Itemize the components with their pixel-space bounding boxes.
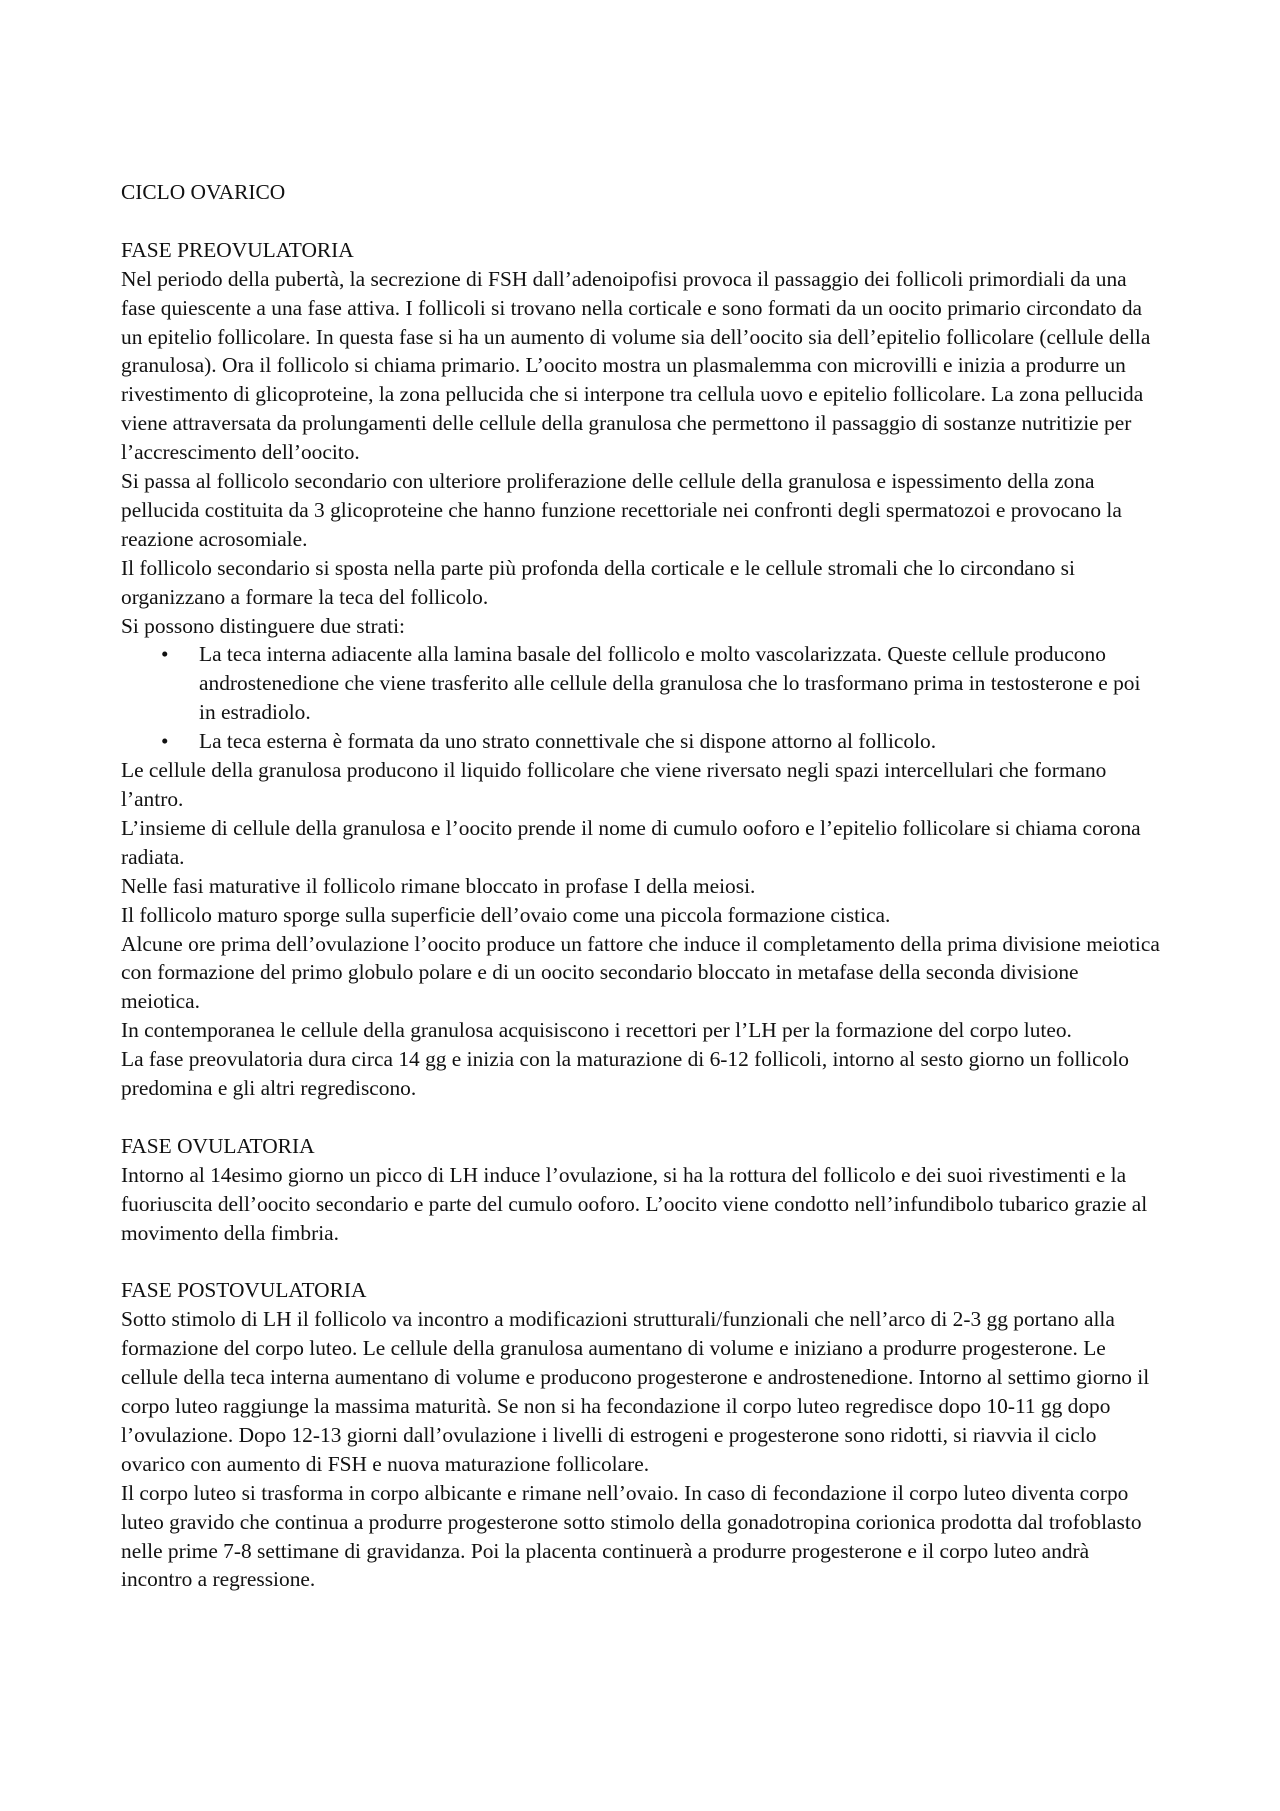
list-item-text: La teca interna adiacente alla lamina basale del follicolo e molto vascolarizzata. Queste cellule producono androstenedione che viene trasferito alle cellule della granulosa che lo trasformano prima in testosterone e poi in estradiolo. [199, 642, 1141, 725]
paragraph: Nelle fasi maturative il follicolo rimane bloccato in profase I della meiosi. [121, 873, 756, 898]
list-item [121, 640, 1161, 727]
paragraph: In contemporanea le cellule della granulosa acquisiscono i recettori per l’LH per la formazione del corpo luteo. [121, 1018, 1072, 1043]
paragraph: Il follicolo maturo sporge sulla superficie dell’ovaio come una piccola formazione cistica. [121, 902, 891, 927]
list-item [121, 727, 1161, 756]
paragraph: Si possono distinguere due strati: [121, 613, 406, 638]
bullet-icon: • [161, 729, 169, 754]
spacer [121, 1103, 1161, 1132]
paragraph: Intorno al 14esimo giorno un picco di LH induce l’ovulazione, si ha la rottura del follicolo e dei suoi rivestimenti e la fuoriuscita dell’oocito secondario e parte del cumulo ooforo. L’oocito viene condotto nell’infundibolo tubarico grazie al movimento della fimbria. [121, 1162, 1148, 1245]
paragraph: La fase preovulatoria dura circa 14 gg e inizia con la maturazione di 6-12 follicoli, intorno al sesto giorno un follicolo predomina e gli altri regrediscono. [121, 1047, 1130, 1101]
paragraph: L’insieme di cellule della granulosa e l’oocito prende il nome di cumulo ooforo e l’epitelio follicolare si chiama corona radiata. [121, 815, 1141, 869]
spacer [121, 207, 1161, 236]
document-page [121, 178, 1161, 1594]
spacer [121, 1248, 1161, 1277]
paragraph: Alcune ore prima dell’ovulazione l’oocito produce un fattore che induce il completamento della prima divisione meiotica con formazione del primo globulo polare e di un oocito secondario bloccato in metafase della seconda divisione meiotica. [121, 931, 1160, 1014]
document-title: CICLO OVARICO [121, 180, 286, 204]
list-item-text: La teca esterna è formata da uno strato connettivale che si dispone attorno al follicolo. [199, 729, 937, 754]
paragraph: Sotto stimolo di LH il follicolo va incontro a modificazioni strutturali/funzionali che nell’arco di 2-3 gg portano alla formazione del corpo luteo. Le cellule della granulosa aumentano di volume e iniziano a produrre progesterone. Le cellule della teca interna aumentano di volume e producono progesterone e androstenedione. Intorno al settimo giorno il corpo luteo raggiunge la massima maturità. Se non si ha fecondazione il corpo luteo regredisce dopo 10-11 gg dopo l’ovulazione. Dopo 12-13 giorni dall’ovulazione i livelli di estrogeni e progesterone sono ridotti, si riavvia il ciclo ovarico con aumento di FSH e nuova maturazione follicolare. [121, 1307, 1150, 1476]
section-heading-ovulatoria: FASE OVULATORIA [121, 1133, 315, 1158]
section-heading-postovulatoria: FASE POSTOVULATORIA [121, 1278, 367, 1303]
paragraph: Il follicolo secondario si sposta nella parte più profonda della corticale e le cellule stromali che lo circondano si organizzano a formare la teca del follicolo. [121, 555, 1075, 609]
bullet-icon: • [161, 642, 169, 667]
bullet-list [121, 640, 1161, 756]
paragraph: Si passa al follicolo secondario con ulteriore proliferazione delle cellule della granulosa e ispessimento della zona pellucida costituita da 3 glicoproteine che hanno funzione recettoriale nei confronti degli spermatozoi e provocano la reazione acrosomiale. [121, 469, 1122, 551]
paragraph: Nel periodo della pubertà, la secrezione di FSH dall’adenoipofisi provoca il passaggio dei follicoli primordiali da una fase quiescente a una fase attiva. I follicoli si trovano nella corticale e sono formati da un oocito primario circondato da un epitelio follicolare. In questa fase si ha un aumento di volume sia dell’oocito sia dell’epitelio follicolare (cellule della granulosa). Ora il follicolo si chiama primario. L’oocito mostra un plasmalemma con microvilli e inizia a produrre un rivestimento di glicoproteine, la zona pellucida che si interpone tra cellula uovo e epitelio follicolare. La zona pellucida viene attraversata da prolungamenti delle cellule della granulosa che permettono il passaggio di sostanze nutritizie per l’accrescimento dell’oocito. [121, 266, 1151, 465]
section-heading-preovulatoria: FASE PREOVULATORIA [121, 237, 354, 262]
paragraph: Il corpo luteo si trasforma in corpo albicante e rimane nell’ovaio. In caso di fecondazione il corpo luteo diventa corpo luteo gravido che continua a produrre progesterone sotto stimolo della gonadotropina corionica prodotta dal trofoblasto nelle prime 7-8 settimane di gravidanza. Poi la placenta continuerà a produrre progesterone e il corpo luteo andrà incontro a regressione. [121, 1480, 1142, 1592]
paragraph: Le cellule della granulosa producono il liquido follicolare che viene riversato negli spazi intercellulari che formano l’antro. [121, 758, 1107, 812]
